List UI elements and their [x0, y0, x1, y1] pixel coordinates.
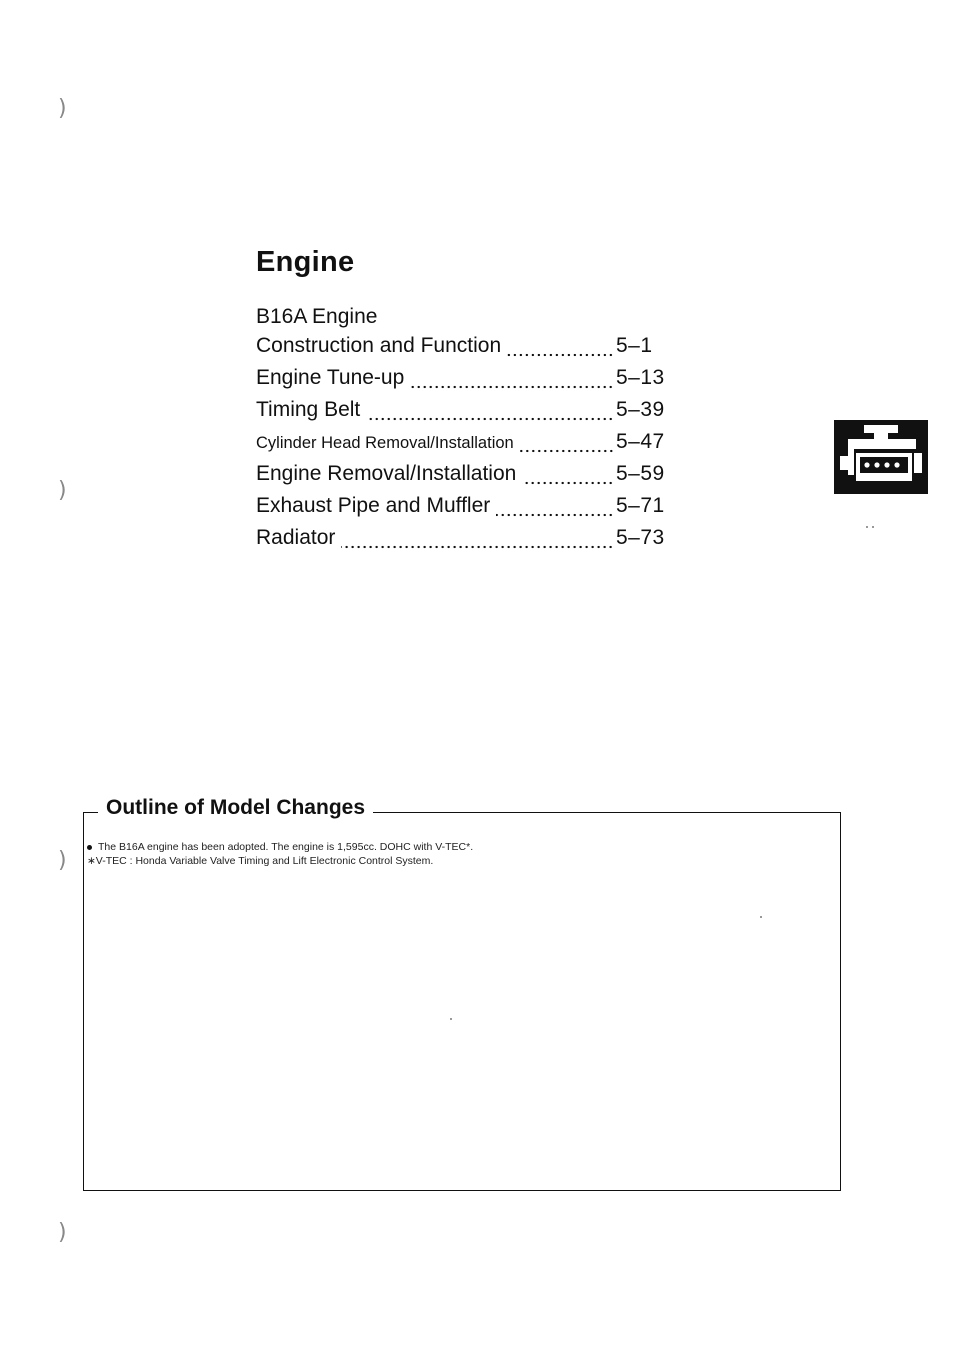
print-speck: [872, 526, 874, 528]
toc-entry[interactable]: [256, 334, 688, 366]
toc-entry-page: 5–59: [616, 462, 665, 485]
table-of-contents: [256, 334, 688, 558]
toc-entry[interactable]: [256, 526, 688, 558]
toc-entry-page: 5–1: [616, 334, 653, 357]
toc-entry-label: Engine Removal/Installation: [256, 462, 517, 485]
print-speck: [866, 526, 868, 528]
toc-entry-page: 5–47: [616, 430, 665, 453]
binder-hole-mark: ): [58, 1220, 67, 1245]
outline-title: Outline of Model Changes: [98, 796, 373, 820]
toc-entry[interactable]: [256, 398, 688, 430]
toc-entry[interactable]: [256, 366, 688, 398]
toc-entry[interactable]: [256, 462, 688, 494]
bullet-icon: [87, 845, 92, 850]
outline-body: [87, 840, 473, 868]
outline-line: ∗V-TEC : Honda Variable Valve Timing and Lift Electronic Control System.: [87, 855, 434, 867]
binder-hole-mark: ): [58, 848, 67, 873]
toc-entry-label: Radiator: [256, 526, 336, 549]
toc-entry-page: 5–73: [616, 526, 665, 549]
binder-hole-mark: ): [58, 478, 67, 503]
dot-leader: [520, 449, 614, 453]
toc-entry-label: Cylinder Head Removal/Installation: [256, 434, 514, 452]
dot-leader: [522, 481, 614, 485]
dot-leader: [507, 353, 614, 357]
dot-leader: [341, 545, 614, 549]
dot-leader: [496, 513, 614, 517]
toc-entry-page: 5–71: [616, 494, 665, 517]
binder-hole-mark: ): [58, 96, 67, 121]
toc-entry-label: Exhaust Pipe and Muffler: [256, 494, 491, 517]
toc-entry-label: Construction and Function: [256, 334, 502, 357]
toc-entry-label: Engine Tune-up: [256, 366, 405, 389]
section-title: Engine: [256, 246, 355, 278]
toc-entry[interactable]: [256, 430, 688, 462]
toc-entry-label: Timing Belt: [256, 398, 361, 421]
dot-leader: [410, 385, 614, 389]
engine-icon: [834, 420, 928, 494]
toc-entry-page: 5–39: [616, 398, 665, 421]
toc-entry-page: 5–13: [616, 366, 665, 389]
toc-entry[interactable]: [256, 494, 688, 526]
dot-leader: [366, 417, 614, 421]
outline-box: [83, 812, 841, 1191]
outline-line: The B16A engine has been adopted. The engine is 1,595cc. DOHC with V-TEC*.: [87, 840, 473, 854]
section-subtitle: B16A Engine: [256, 305, 378, 328]
